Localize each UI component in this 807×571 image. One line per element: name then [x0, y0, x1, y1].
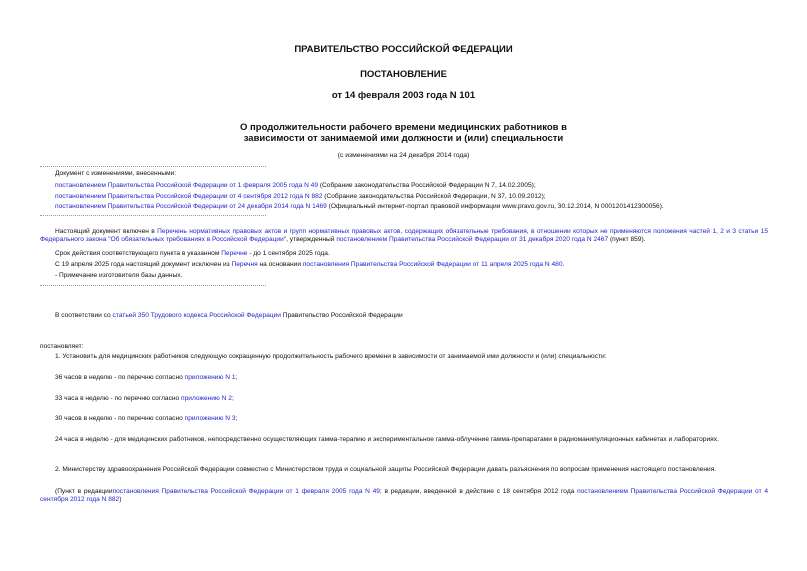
notice-paragraph-3: С 19 апреля 2025 года настоящий документ исключен из Перечня на основании постановления Правительства Российской Федерации от 11 апреля 2025 года N 480.: [55, 261, 565, 268]
appendix-2-link[interactable]: приложению N 2: [181, 395, 232, 402]
change-link-2[interactable]: постановлением Правительства Российской Федерации от 4 сентября 2012 года N 882: [55, 193, 323, 200]
divider-top: [40, 166, 266, 167]
change-item-2: постановлением Правительства Российской Федерации от 4 сентября 2012 года N 882 (Собрание законодательства Российской Федерации, N 37, 10.09.2012);: [55, 193, 546, 200]
notice-perechen-link[interactable]: Перечне: [221, 250, 248, 257]
change-link-1[interactable]: постановлением Правительства Российской Федерации от 1 февраля 2005 года N 49: [55, 182, 319, 189]
change-link-3[interactable]: постановлением Правительства Российской Федерации от 24 декабря 2014 года N 1469: [55, 203, 327, 210]
changes-intro: Документ с изменениями, внесенными:: [55, 170, 177, 177]
date-number-heading: от 14 февраля 2003 года N 101: [331, 90, 476, 101]
edit-link-2012[interactable]: постановлением Правительства Российской Федерации от 4 сентября 2012 года N 882: [40, 488, 768, 504]
document-type-heading: ПОСТАНОВЛЕНИЕ: [360, 69, 447, 80]
edition-remark: (Пункт в редакциипостановления Правительства Российской Федерации от 1 февраля 2005 года N 49; в редакции, введенной в действие с 18 сентября 2012 года постановлением Правительства Российской Федерации от 4 сентября 2012 года N 882): [40, 488, 768, 504]
divider-middle: [40, 215, 266, 216]
change-item-3: постановлением Правительства Российской Федерации от 24 декабря 2014 года N 1469 (Официальный интернет-портал правовой информации www.pravo.gov.ru, 30.12.2014, N 0001201412300056).: [55, 203, 664, 210]
edit-link-2005[interactable]: постановления Правительства Российской Федерации от 1 февраля 2005 года N 49: [112, 488, 380, 495]
title-line-2: зависимости от занимаемой ими должности и (или) специальности: [243, 133, 564, 144]
hours-36-line: 36 часов в неделю - по перечню согласно приложению N 1;: [55, 374, 238, 381]
edition-note: (с изменениями на 24 декабря 2014 года): [337, 152, 470, 159]
notice-exclusion-link[interactable]: постановления Правительства Российской Федерации от 11 апреля 2025 года N 480: [302, 261, 563, 268]
labor-code-link[interactable]: статьей 350 Трудового кодекса Российской Федерации: [112, 312, 281, 319]
divider-bottom: [40, 285, 266, 286]
decides-text: постановляет:: [40, 343, 84, 350]
preamble: В соответствии со статьей 350 Трудового кодекса Российской Федерации Правительство Российской Федерации: [55, 312, 403, 319]
notice-resolution-link[interactable]: постановлением Правительства Российской Федерации от 31 декабря 2020 года N 2467: [336, 236, 609, 244]
government-heading: ПРАВИТЕЛЬСТВО РОССИЙСКОЙ ФЕДЕРАЦИИ: [294, 44, 513, 55]
title-line-1: О продолжительности рабочего времени медицинских работников в: [240, 122, 567, 133]
notice-paragraph-1: Настоящий документ включен в Перечень нормативных правовых актов и групп нормативных правовых актов, содержащих обязательные требования, в отношении которых не применяются положения частей 1, 2 и 3 статьи 15 Федерального закона "Об обязательных требованиях в Российской Федерации", утвержденный постановлением Правительства Российской Федерации от 31 декабря 2020 года N 2467 (пункт 859).: [40, 228, 769, 244]
appendix-1-link[interactable]: приложению N 1: [184, 374, 236, 381]
change-item-1: постановлением Правительства Российской Федерации от 1 февраля 2005 года N 49 (Собрание законодательства Российской Федерации N 7, 14.02.2005);: [55, 182, 536, 189]
hours-33-line: 33 часа в неделю - по перечню согласно приложению N 2;: [55, 395, 234, 402]
item-1-text: 1. Установить для медицинских работников следующую сокращенную продолжительность рабочего времени в зависимости от занимаемой ими должности и (или) специальности:: [55, 353, 607, 360]
notice-list-link[interactable]: Перечень нормативных правовых актов и групп нормативных правовых актов, содержащих обязательные требования, в отношении которых не применяются положения частей 1, 2 и 3 статьи 15 Федерального закона "Об обязательных требованиях в Российской Федерации": [40, 228, 769, 244]
notice-paragraph-4: - Примечание изготовителя базы данных.: [55, 272, 183, 279]
notice-paragraph-2: Срок действия соответствующего пункта в указанном Перечне - до 1 сентября 2025 года.: [55, 250, 330, 257]
appendix-3-link[interactable]: приложению N 3: [184, 415, 236, 422]
hours-24-paragraph: 24 часа в неделю - для медицинских работников, непосредственно осуществляющих гамма-терапию и экспериментальное гамма-облучение гамма-препаратами в радиоманипуляционных кабинетах и лабораториях.: [55, 436, 719, 443]
hours-30-line: 30 часов в неделю - по перечню согласно приложению N 3;: [55, 415, 238, 422]
item-2-paragraph: 2. Министерству здравоохранения Российской Федерации совместно с Министерством труда и социальной защиты Российской Федерации давать разъяснения по вопросам применения настоящего постановления.: [55, 466, 717, 473]
notice-perechnya-link[interactable]: Перечня: [231, 261, 258, 268]
